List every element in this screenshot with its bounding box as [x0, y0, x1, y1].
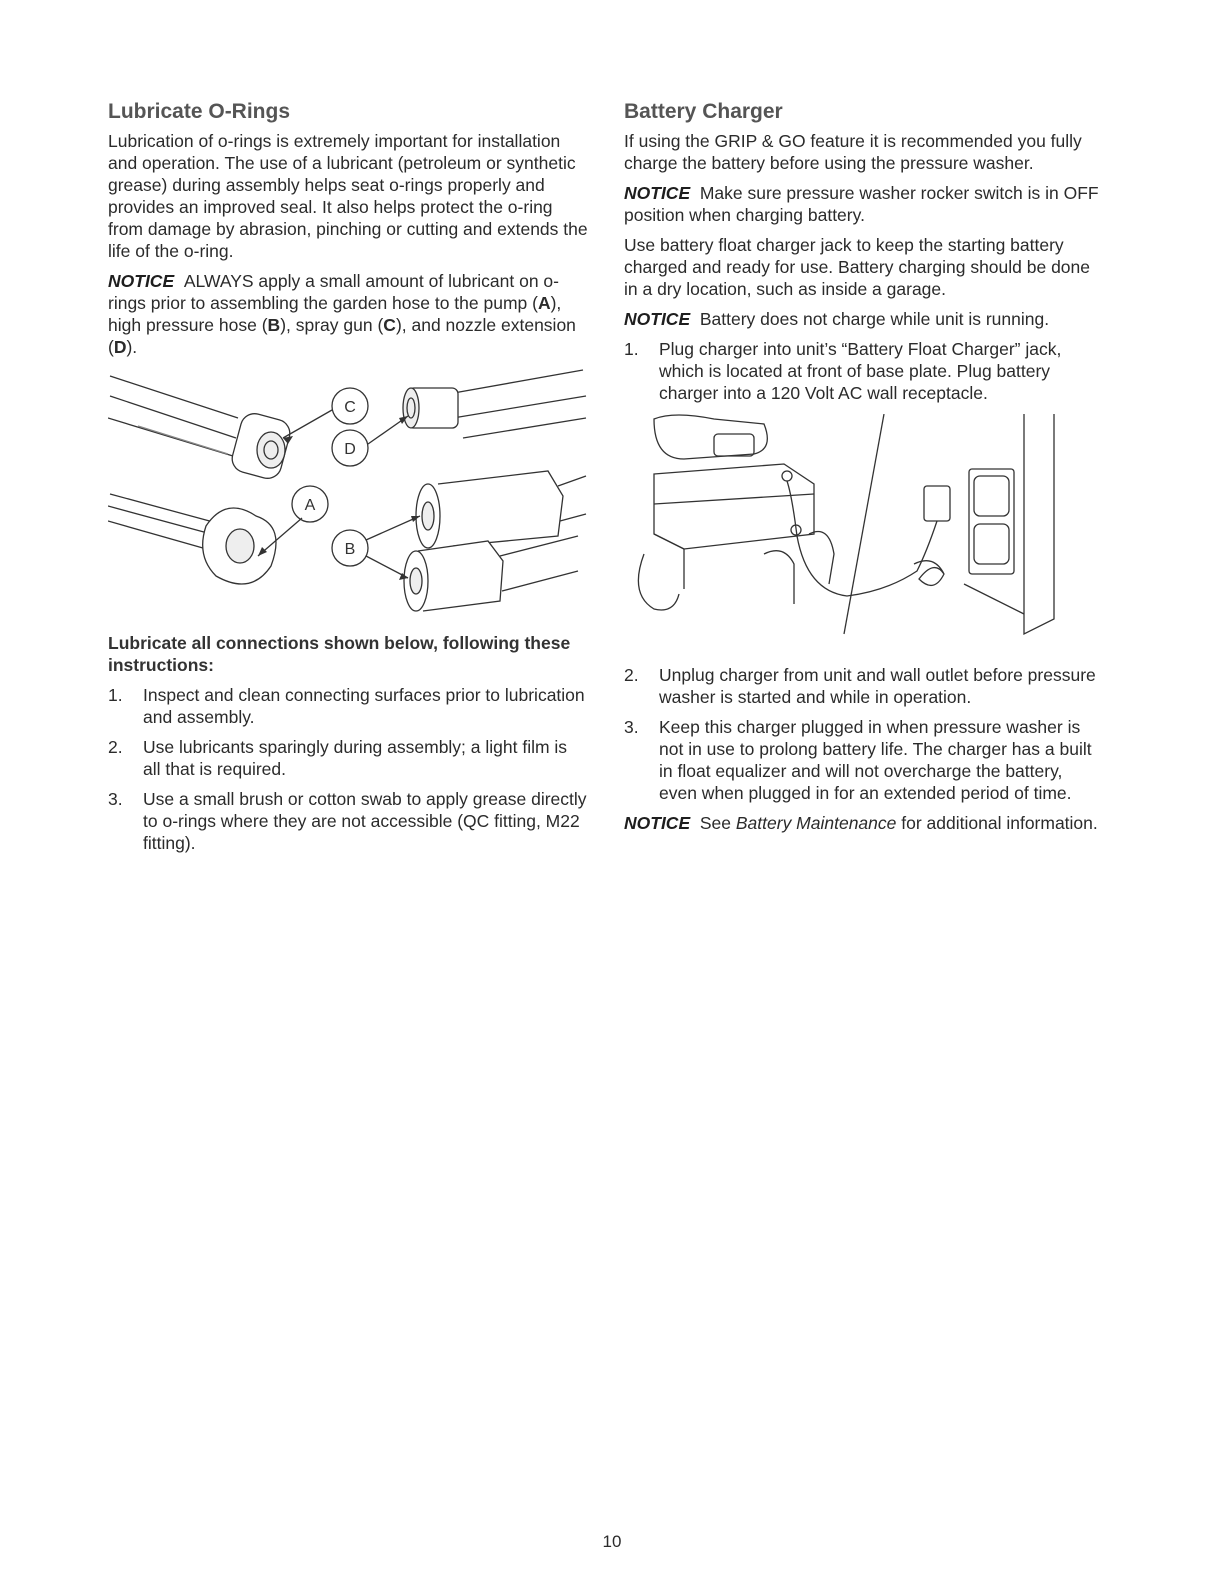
right-column: [624, 100, 1104, 842]
battery-intro: If using the GRIP & GO feature it is recommended you fully charge the battery before using the pressure washer.: [624, 131, 1082, 173]
notice-label: NOTICE: [108, 271, 175, 291]
page-number: 10: [602, 1532, 622, 1551]
list-item: 2. Unplug charger from unit and wall outlet before pressure washer is started and while in operation.: [624, 665, 1096, 707]
list-item: 2. Use lubricants sparingly during assembly; a light film is all that is required.: [108, 737, 568, 779]
lubricate-notice: NOTICE ALWAYS apply a small amount of lubricant on o-rings prior to assembling the garden hose to the pump (A), high pressure hose (B), spray gun (C), and nozzle extension (D).: [108, 271, 576, 357]
battery-charger-illustration: [624, 414, 1104, 654]
battery-steps-bottom: [624, 664, 1104, 804]
callout-D: D: [344, 441, 356, 458]
callout-B: B: [344, 541, 356, 558]
left-column: [108, 100, 588, 862]
lubricate-intro: Lubrication of o-rings is extremely important for installation and operation. The use of a lubricant (petroleum or synthetic grease) during assembly helps seat o-rings properly and provides an improved seal. It also helps protect the o-ring from damage by abrasion, pinching or cutting and extends the life of the o-ring.: [108, 131, 588, 261]
lubricate-steps: [108, 684, 588, 854]
list-item: 3. Use a small brush or cotton swab to apply grease directly to o-rings where they are not accessible (QC fitting, M22 fitting).: [108, 789, 587, 853]
notice-label: NOTICE: [624, 309, 691, 329]
list-item: 1. Inspect and clean connecting surfaces prior to lubrication and assembly.: [108, 685, 585, 727]
hose-fittings-illustration: [108, 366, 588, 616]
battery-para-2: Use battery float charger jack to keep the starting battery charged and ready for use. Battery charging should be done in a dry location, such as inside a garage.: [624, 235, 1091, 299]
callout-C: C: [344, 399, 356, 416]
section-heading-battery: Battery Charger: [624, 100, 783, 123]
section-heading-lubricate: Lubricate O-Rings: [108, 100, 291, 123]
battery-notice-3: NOTICE See Battery Maintenance for additional information.: [624, 813, 1098, 833]
battery-maintenance-reference: Battery Maintenance: [735, 813, 897, 833]
list-item: 1. Plug charger into unit’s “Battery Float Charger” jack, which is located at front of base plate. Plug battery charger into a 120 Volt AC wall receptacle.: [624, 339, 1062, 403]
list-item: 3. Keep this charger plugged in when pressure washer is not in use to prolong battery life. The charger has a built in float equalizer and will not overcharge the battery, even when plugged in for an extended period of time.: [624, 717, 1092, 803]
battery-notice-1: NOTICE Make sure pressure washer rocker switch is in OFF position when charging battery.: [624, 183, 1099, 225]
lubricate-subheading: Lubricate all connections shown below, following these instructions:: [108, 633, 571, 675]
battery-notice-2: NOTICE Battery does not charge while unit is running.: [624, 309, 1050, 329]
callout-A: A: [304, 497, 316, 514]
notice-label: NOTICE: [624, 183, 691, 203]
notice-label: NOTICE: [624, 813, 691, 833]
battery-steps-top: [624, 338, 1104, 404]
